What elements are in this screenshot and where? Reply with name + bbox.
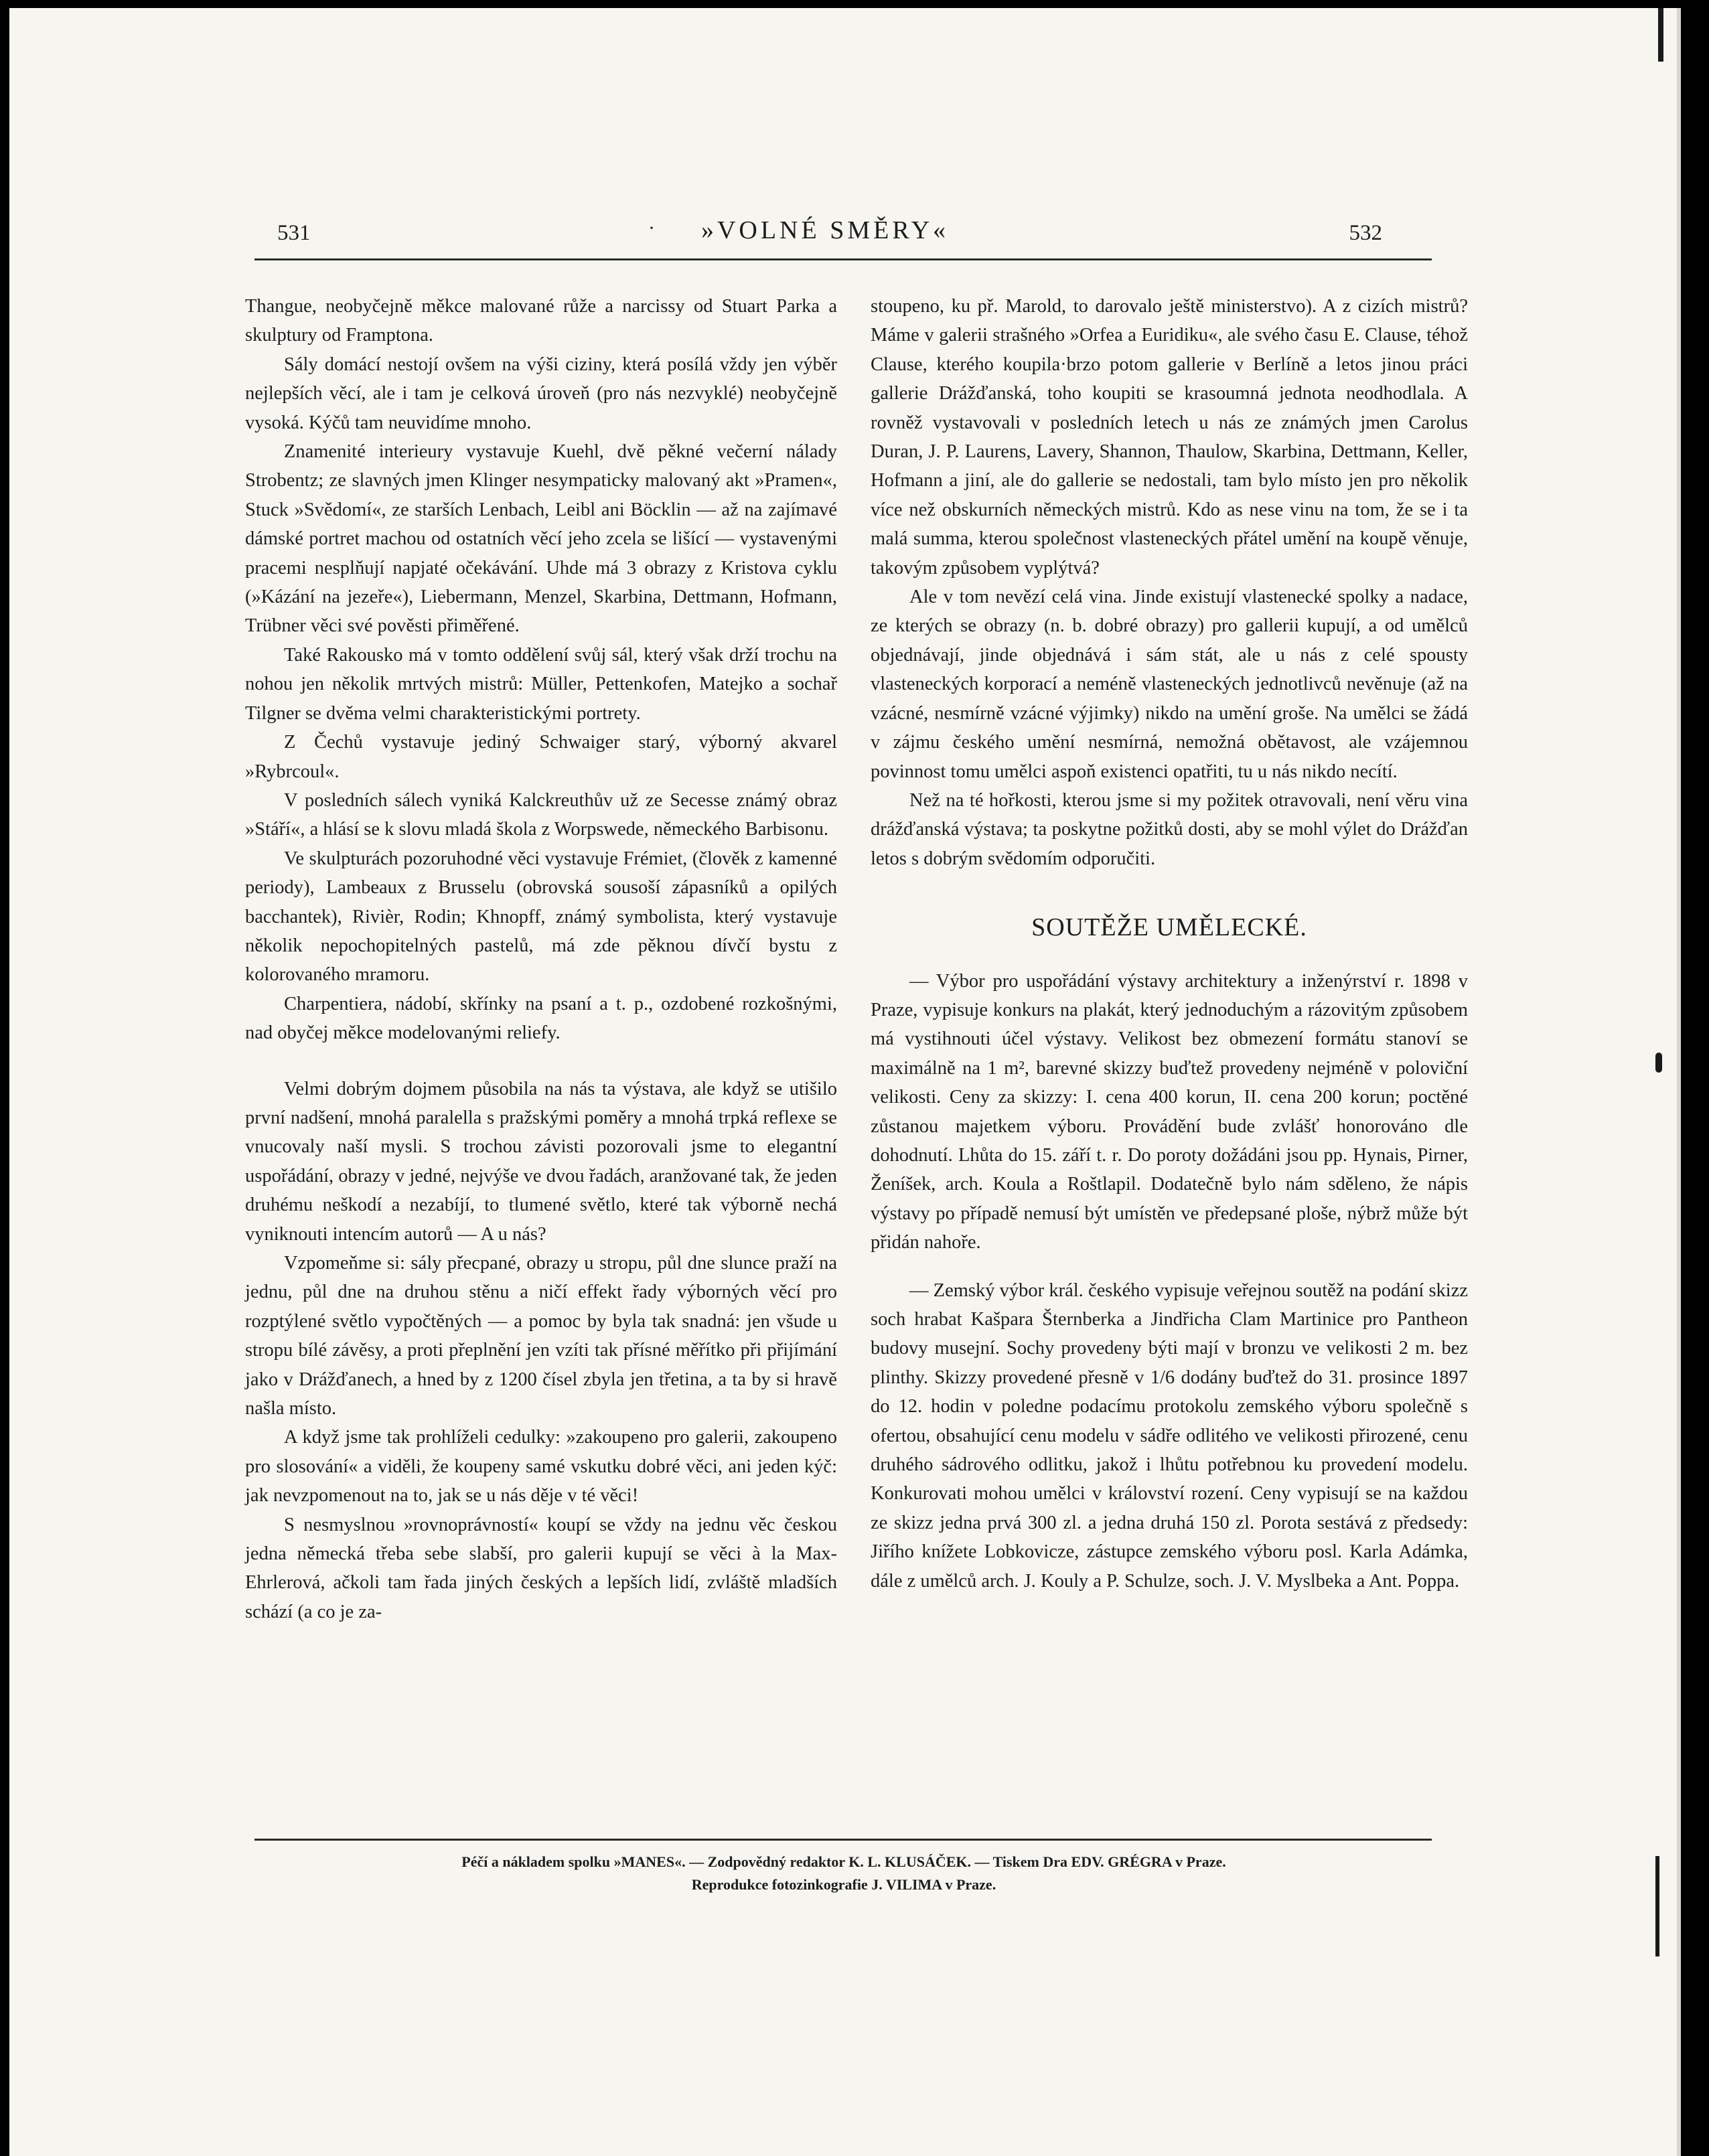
paragraph: Sály domácí nestojí ovšem na výši ciziny, která posílá vždy jen výběr nejlepších věcí, ale i tam je celková úroveň (pro nás nezvyklé) neobyčejně vysoká. Kýčů tam neuvidíme mnoho. [245, 354, 837, 433]
imprint-line: Reprodukce fotozinkografie J. VILIMA v Praze. [691, 1876, 996, 1893]
paragraph: Znamenité interieury vystavuje Kuehl, dvě pěkné večerní nálady Strobentz; ze slavných jmen Klinger nesympaticky malovaný akt »Pramen«, Stuck »Svědomí«, ze starších Lenbach, Leibl ani Böcklin — až na zajímavé dámské portret machou od ostatních věcí jeho zcela se lišící — vystavenými pracemi nesplňují napjaté očekávání. Uhde má 3 obrazy z Kristova cyklu (»Kázání na jezeře«), Liebermann, Menzel, Skarbina, Dettmann, Hofmann, Trübner věci své pověsti přiměřené. [245, 441, 837, 637]
paragraph: Ve skulpturách pozoruhodné věci vystavuje Frémiet, (člověk z kamenné periody), Lambeaux z Brusselu (obrovská sousoší zápasníků a opilých bacchantek), Rivièr, Rodin; Khnopff, známý symbolista, který vystavuje několik nepochopitelných pastelů, má zde pěknou dívčí bystu z kolorovaného mramoru. [245, 848, 837, 986]
running-header [258, 216, 1392, 256]
imprint-footer [254, 1851, 1433, 1896]
header-rule [254, 258, 1432, 260]
right-column [871, 292, 1468, 1596]
paragraph: stoupeno, ku př. Marold, to darovalo ještě ministerstvo). A z cizích mistrů? Máme v galerii strašného »Orfea a Euridiku«, ale svého času E. Clause, téhož Clause, kterého koupila·brzo potom gallerie v Berlíně a letos jinou práci gallerie Drážďanská, toho koupiti se krasoumná jednota neodhodlala. A rovněž vystavovali v posledních letech u nás ze známých jmen Carolus Duran, J. P. Laurens, Lavery, Shannon, Thaulow, Skarbina, Dettmann, Keller, Hofmann a jiní, ale do gallerie se nedostali, tam bylo místo jen pro několik více než obskurních německých mistrů. Kdo as nese vinu na tom, že se i ta malá summa, kterou společnost vlasteneckých přátel umění na koupě věnuje, takovým způsobem vyplýtvá? [871, 296, 1468, 579]
left-column [245, 292, 837, 1626]
paragraph: — Zemský výbor král. českého vypisuje veřejnou soutěž na podání skizz soch hrabat Kašpara Šternberka a Jindřicha Clam Martinice pro Pantheon budovy musejní. Sochy provedeny býti mají v bronzu ve velikosti 2 m. bez plinthy. Skizzy provedené přesně v 1/6 dodány buďtež do 31. prosince 1897 do 12. hodin v poledne podacímu protokolu zemského výboru společně s ofertou, obsahující cenu modelu v sádře odlitého ve velikosti přirozené, cenu druhého sádrového odlitku, jakož i lhůtu potřebnou ku provedení modelu. Konkurovati mohou umělci v království rození. Ceny vypisují se na každou ze skizz jedna prvá 300 zl. a jedna druhá 150 zl. Porota sestává z předsedy: Jiřího knížete Lobkovicze, zástupce zemského výboru posl. Karla Adámka, dále z umělců arch. J. Kouly a P. Schulze, soch. J. V. Myslbeka a Ant. Poppa. [871, 1280, 1468, 1592]
paragraph: — Výbor pro uspořádání výstavy architektury a inženýrství r. 1898 v Praze, vypisuje konkurs na plakát, který jednoduchým a rázovitým způsobem má vystihnouti účel výstavy. Velikost bez obmezení formátu stanoví se maximálně na 1 m², barevné skizzy buďtež provedeny nejméně v poloviční velikosti. Ceny za skizzy: I. cena 400 korun, II. cena 200 korun; poctěné zůstanou majetkem výboru. Provádění bude zvlášť honorováno dle dohodnutí. Lhůta do 15. září t. r. Do poroty dožádáni jsou pp. Hynais, Pirner, Ženíšek, arch. Koula a Roštlapil. Dodatečně bylo nám sděleno, že nápis výstavy po případě nemusí být umístěn ve předepsané ploše, nýbrž může být přidán nahoře. [871, 970, 1468, 1253]
paragraph: A když jsme tak prohlíželi cedulky: »zakoupeno pro galerii, zakoupeno pro slosování« a viděli, že koupeny samé vskutku dobré věci, ani jeden kýč: jak nevzpomenout na to, jak se u nás děje v té věci! [245, 1427, 837, 1507]
paragraph: Velmi dobrým dojmem působila na nás ta výstava, ale když se utišilo první nadšení, mnohá paralella s pražskými poměry a mnohá trpká reflexe se vnucovaly naší mysli. S trochou závisti pozorovali jsme to elegantní uspořádání, obrazy v jedné, nejvýše ve dvou řadách, aranžované tak, že jeden druhému neškodí a nezabíjí, to tlumené světlo, které tak výborně nechá vyniknouti intencím autorů — A u nás? [245, 1078, 837, 1245]
header-dot: · [648, 217, 655, 239]
page-number-right: 532 [1349, 221, 1382, 245]
paragraph: Vzpomeňme si: sály přecpané, obrazy u stropu, půl dne slunce praží na jednu, půl dne na druhou stěnu a ničí effekt řady výborných věcí pro rozptýlené světlo vypočtěných — a pomoc by byla tak snadná: jen všude u stropu bílé závěsy, a proti přeplnění jen vzíti tak přísné měřítko při přijímání jako v Drážďanech, a hned by z 1200 čísel zbyla jen třetina, a ta by si hravě našla místo. [245, 1253, 837, 1419]
paragraph: Z Čechů vystavuje jediný Schwaiger starý, výborný akvarel »Rybrcoul«. [245, 732, 837, 782]
journal-title: »VOLNÉ SMĚRY« [700, 216, 950, 244]
footer-rule [254, 1839, 1432, 1841]
imprint-line: Péčí a nákladem spolku »MANES«. — Zodpovědný redaktor K. L. KLUSÁČEK. — Tiskem Dra EDV. GRÉGRA v Praze. [461, 1853, 1226, 1870]
paragraph: Ale v tom nevězí celá vina. Jinde existují vlastenecké spolky a nadace, ze kterých se obrazy (n. b. dobré obrazy) pro gallerii kupují, a od umělců objednávají, jinde objednává i sám stát, ale u nás z celé spousty vlasteneckých korporací a neméně vlasteneckých jednotlivců nevěnuje (až na vzácné, nesmírně vzácné výjimky) nikdo na umění groše. Na umělci se žádá v zájmu českého umění nesmírná, nemožná obětavost, ale vzájemnou povinnost tomu umělci aspoň existenci opatřiti, tu u nás nikdo necítí. [871, 587, 1468, 782]
page-number-left: 531 [277, 221, 311, 245]
section-heading: SOUTĚŽE UMĚLECKÉ. [1031, 913, 1307, 942]
paragraph: Thangue, neobyčejně měkce malované růže a narcissy od Stuart Parka a skulptury od Framptona. [245, 296, 837, 346]
paragraph: S nesmyslnou »rovnoprávností« koupí se vždy na jednu věc českou jedna německá třeba sebe slabší, pro galerii kupují se věci à la Max-Ehrlerová, ačkoli tam řada jiných českých a lepších lidí, zvláště mladších schází (a co je za- [245, 1514, 837, 1622]
paragraph: Charpentiera, nádobí, skřínky na psaní a t. p., ozdobené rozkošnými, nad obyčej měkce modelovanými reliefy. [245, 993, 837, 1044]
paragraph: Než na té hořkosti, kterou jsme si my požitek otravovali, není věru vina drážďanská výstava; ta poskytne požitků dosti, aby se mohl výlet do Drážďan letos s dobrým svědomím odporučiti. [871, 789, 1468, 869]
paragraph: V posledních sálech vyniká Kalckreuthův už ze Secesse známý obraz »Stáří«, a hlásí se k slovu mladá škola z Worpswede, německého Barbisonu. [245, 789, 837, 840]
paragraph: Také Rakousko má v tomto oddělení svůj sál, který však drží trochu na nohou jen několik mrtvých mistrů: Müller, Pettenkofen, Matejko a sochař Tilgner se dvěma velmi charakteristickými portrety. [245, 644, 837, 724]
